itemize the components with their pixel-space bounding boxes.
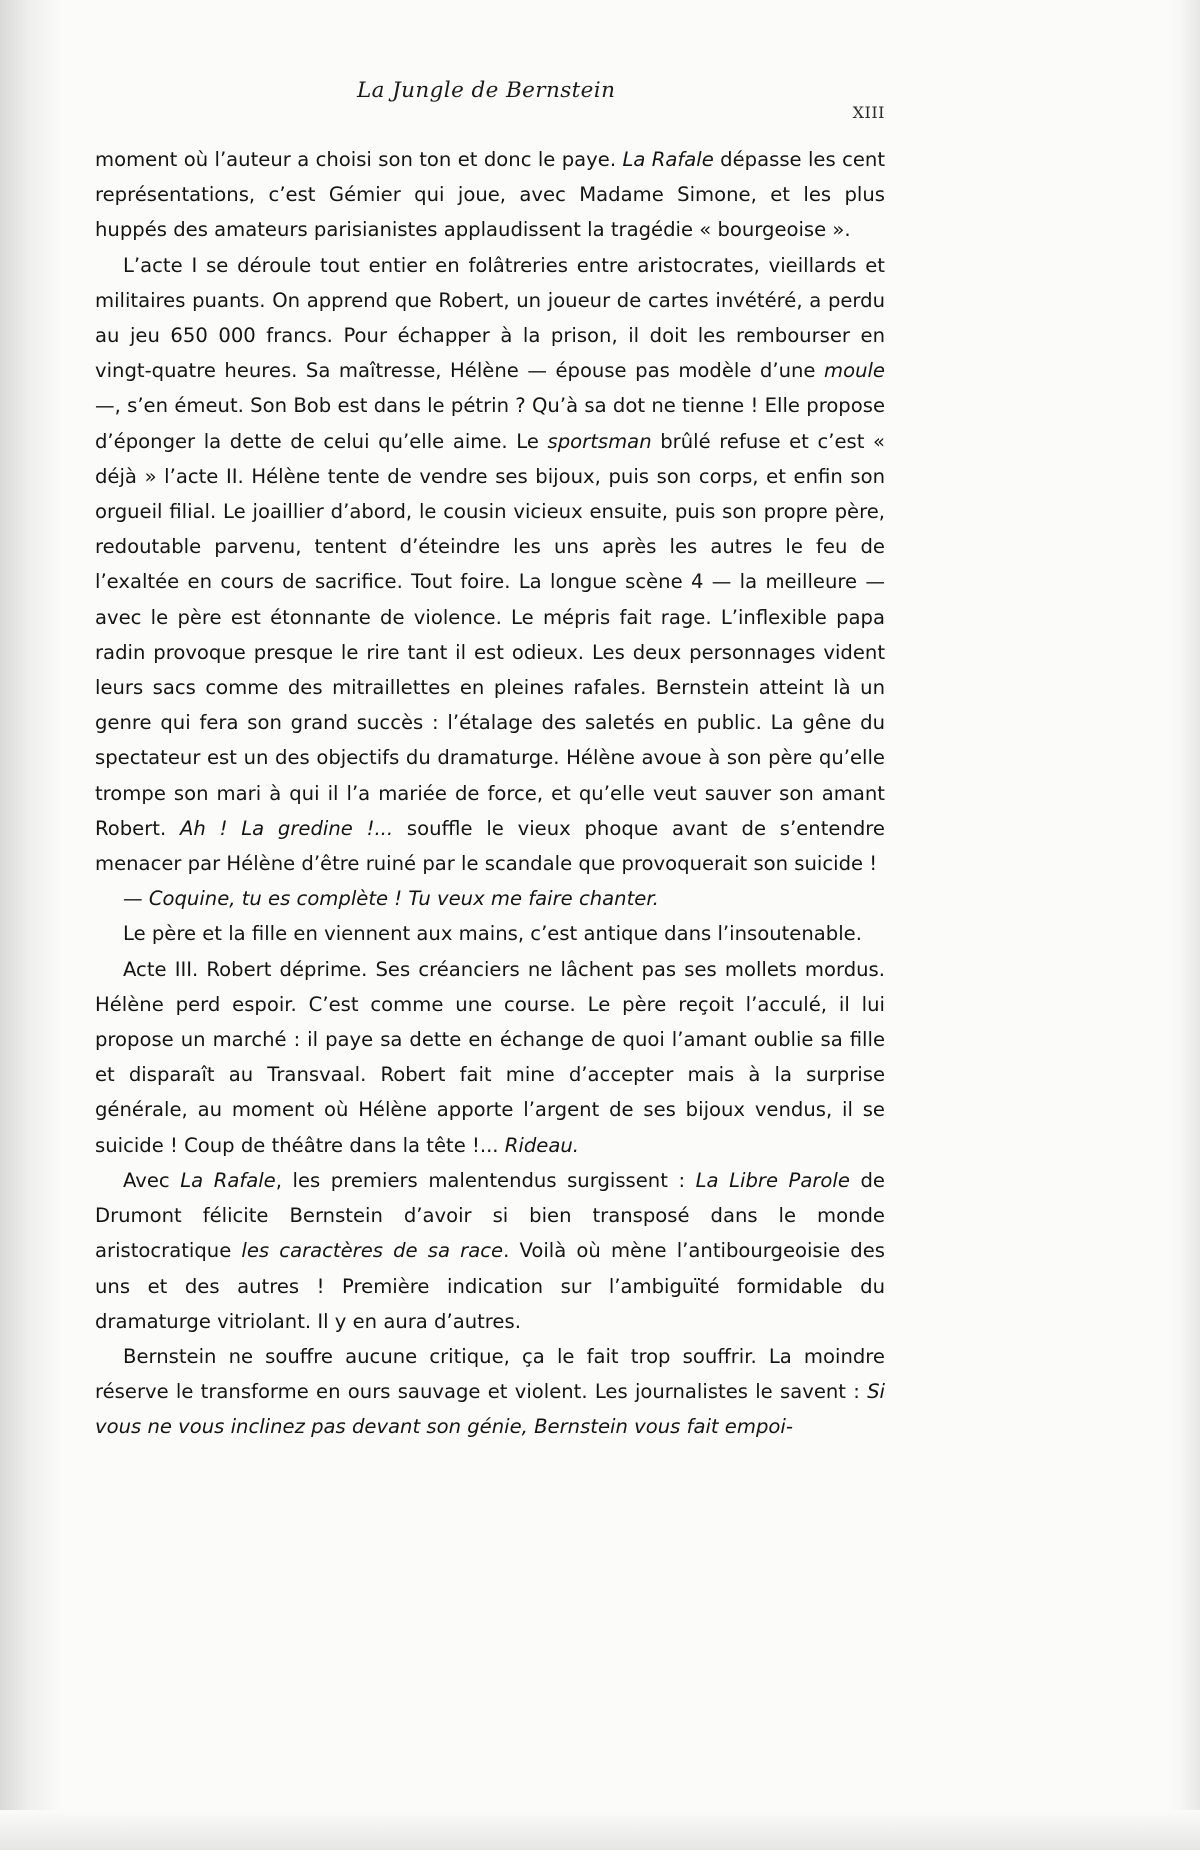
emphasis-text: La Rafale — [180, 1168, 276, 1192]
paragraph — [95, 952, 885, 1163]
emphasis-text: La Libre Parole — [695, 1168, 850, 1192]
paragraph — [95, 142, 885, 248]
emphasis-text: les caractères de sa race — [241, 1239, 504, 1263]
paragraph — [95, 1163, 885, 1339]
emphasis-text: sportsman — [547, 429, 652, 453]
emphasis-text: Si vous ne vous inclinez pas devant son génie, Bernstein vous fait empoi- — [95, 1380, 885, 1439]
page-number: XIII — [852, 103, 885, 122]
text-run: moment où l’auteur a choisi son ton et donc le paye. — [95, 148, 623, 171]
text-run: Avec — [123, 1168, 181, 1192]
text-run: Acte III. Robert déprime. Ses créanciers ne lâchent pas ses mollets mordus. Hélène perd espoir. C’est comme une course. Le père reçoit l’acculé, il lui propose un marché : il paye sa dette en échange de quoi l’amant oublie sa fille et disparaît au Transvaal. Robert fait mine d’accepter mais à la surprise générale, au moment où Hélène apporte l’argent de ses bijoux vendus, il se suicide ! Coup de théâtre dans la tête !... — [95, 957, 885, 1157]
paragraph — [95, 916, 885, 951]
page-right-edge-shadow — [1166, 0, 1200, 1850]
paragraph — [95, 1339, 885, 1445]
paragraph — [95, 248, 885, 882]
text-run: brûlé refuse et c’est « déjà » l’acte II. Hélène tente de vendre ses bijoux, puis son corps, et enfin son orgueil filial. Le joaillier d’abord, le cousin vicieux ensuite, puis son propre père, redoutable parvenu, tentent d’éteindre les uns après les autres le feu de l’exaltée en cours de sacrifice. Tout foire. La longue scène 4 — la meilleure — avec le père est étonnante de violence. Le mépris fait rage. L’inflexible papa radin provoque presque le rire tant il est odieux. Les deux personnages vident leurs sacs comme des mitraillettes en pleines rafales. Bernstein atteint là un genre qui fera son grand succès : l’étalage des saletés en public. La gêne du spectateur est un des objectifs du dramaturge. Hélène avoue à son père qu’elle trompe son mari à qui il l’a mariée de force, et qu’elle veut sauver son amant Robert. — [95, 429, 885, 840]
paragraph — [95, 881, 885, 916]
text-run: L’acte I se déroule tout entier en folâtreries entre aristocrates, vieillards et militaires puants. On apprend que Robert, un joueur de cartes invétéré, a perdu au jeu 650 000 francs. Pour échapper à la prison, il doit les rembourser en vingt-quatre heures. Sa maîtresse, Hélène — épouse pas modèle d’une — [95, 253, 885, 383]
text-run: , les premiers malentendus surgissent : — [275, 1168, 696, 1192]
text-run: souffle le vieux phoque avant de s’entendre menacer par Hélène d’être ruiné par le scandale que provoquerait son suicide ! — [95, 816, 885, 876]
text-run: Le père et la fille en viennent aux mains, c’est antique dans l’insoutenable. — [123, 922, 862, 946]
page-content — [95, 78, 885, 1445]
page-left-edge-shadow — [0, 0, 62, 1850]
emphasis-text: Rideau. — [504, 1133, 579, 1157]
body-text — [95, 142, 885, 1445]
text-run: de Drumont félicite Bernstein d’avoir si bien transposé dans le monde aristocratique — [95, 1168, 885, 1263]
emphasis-text: La Rafale — [622, 148, 714, 171]
text-run: Bernstein ne souffre aucune critique, ça le fait trop souffrir. La moindre réserve le transforme en ours sauvage et violent. Les journalistes le savent : — [95, 1344, 885, 1404]
emphasis-text: — Coquine, tu es complète ! Tu veux me faire chanter. — [123, 887, 659, 911]
text-run: dépasse les cent représentations, c’est Gémier qui joue, avec Madame Simone, et les plus huppés des amateurs parisianistes applaudissent la tragédie « bourgeoise ». — [95, 148, 885, 242]
page-header — [95, 78, 885, 124]
emphasis-text: Ah ! La gredine !... — [179, 816, 394, 840]
page-bottom-edge-shadow — [0, 1810, 1200, 1850]
text-run: —, s’en émeut. Son Bob est dans le pétrin ? Qu’à sa dot ne tienne ! Elle propose d’éponger la dette de celui qu’elle aime. Le — [95, 394, 885, 453]
emphasis-text: moule — [824, 359, 885, 383]
running-title: La Jungle de Bernstein — [357, 78, 616, 103]
text-run: . Voilà où mène l’antibourgeoisie des uns et des autres ! Première indication sur l’ambiguïté formidable du dramaturge vitriolant. Il y en aura d’autres. — [95, 1239, 885, 1333]
